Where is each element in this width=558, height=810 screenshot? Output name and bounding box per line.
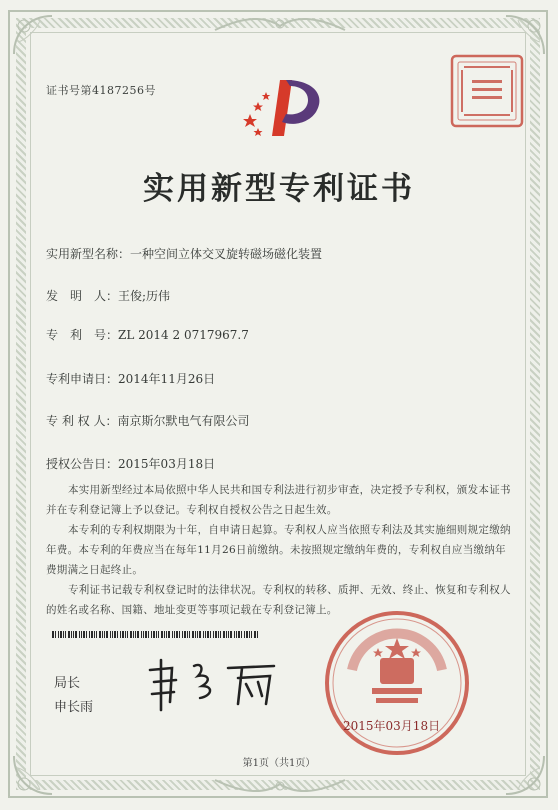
page-number: 第1页（共1页） xyxy=(242,758,316,769)
field-grant-date xyxy=(46,455,215,472)
field-value: 一种空间立体交叉旋转磁场磁化装置 xyxy=(130,247,323,261)
paragraph-grant: 本实用新型经过本局依照中华人民共和国专利法进行初步审查，决定授予专利权，颁发本证书并在专利登记簿上予以登记。专利权自授权公告之日起生效。 xyxy=(46,484,511,516)
official-seal xyxy=(322,608,472,758)
field-label: 授权公告日： xyxy=(46,457,119,471)
certificate-title: 实用新型专利证书 xyxy=(143,171,415,207)
certificate-number: 证书号第4187256号 xyxy=(46,84,156,97)
bottom-ornament-icon xyxy=(205,774,355,796)
field-patentee xyxy=(46,412,249,429)
field-patent-number xyxy=(46,326,249,343)
field-value: 2015年03月18日 xyxy=(118,457,216,471)
paragraph-legal-status: 专利证书记载专利权登记时的法律状况。专利权的转移、质押、无效、终止、恢复和专利权人的姓名或名称、国籍、地址变更等事项记载在专利登记簿上。 xyxy=(46,584,511,616)
field-label: 发 明 人： xyxy=(46,289,119,303)
field-value: ZL 2014 2 0717967.7 xyxy=(118,328,249,342)
field-value: 南京斯尔默电气有限公司 xyxy=(117,414,250,428)
director-name: 申长雨 xyxy=(54,700,94,715)
field-application-date xyxy=(46,370,215,387)
field-label: 实用新型名称： xyxy=(46,247,131,261)
sipo-logo-icon xyxy=(236,74,328,144)
field-label: 专利申请日： xyxy=(46,372,119,386)
agency-stamp xyxy=(448,52,526,130)
paragraph-term: 本专利的专利权期限为十年，自申请日起算。专利权人应当依照专利法及其实施细则规定缴纳年费。本专利的年费应当在每年11月26日前缴纳。未按照规定缴纳年费的，专利权自应当缴纳年费期满之日起终止。 xyxy=(46,524,511,576)
seal-date: 2015年03月18日 xyxy=(343,719,441,733)
barcode xyxy=(52,631,258,638)
field-label: 专 利 号： xyxy=(46,328,119,342)
field-inventor xyxy=(46,287,170,304)
corner-ornament-icon xyxy=(10,12,56,58)
director-signature xyxy=(142,652,282,712)
field-utility-model-name xyxy=(46,245,322,262)
field-label: 专 利 权 人： xyxy=(46,414,118,428)
top-ornament-icon xyxy=(205,14,355,36)
director-title: 局长 xyxy=(54,676,81,691)
field-value: 王俊;历伟 xyxy=(118,289,171,303)
field-value: 2014年11月26日 xyxy=(118,372,216,386)
